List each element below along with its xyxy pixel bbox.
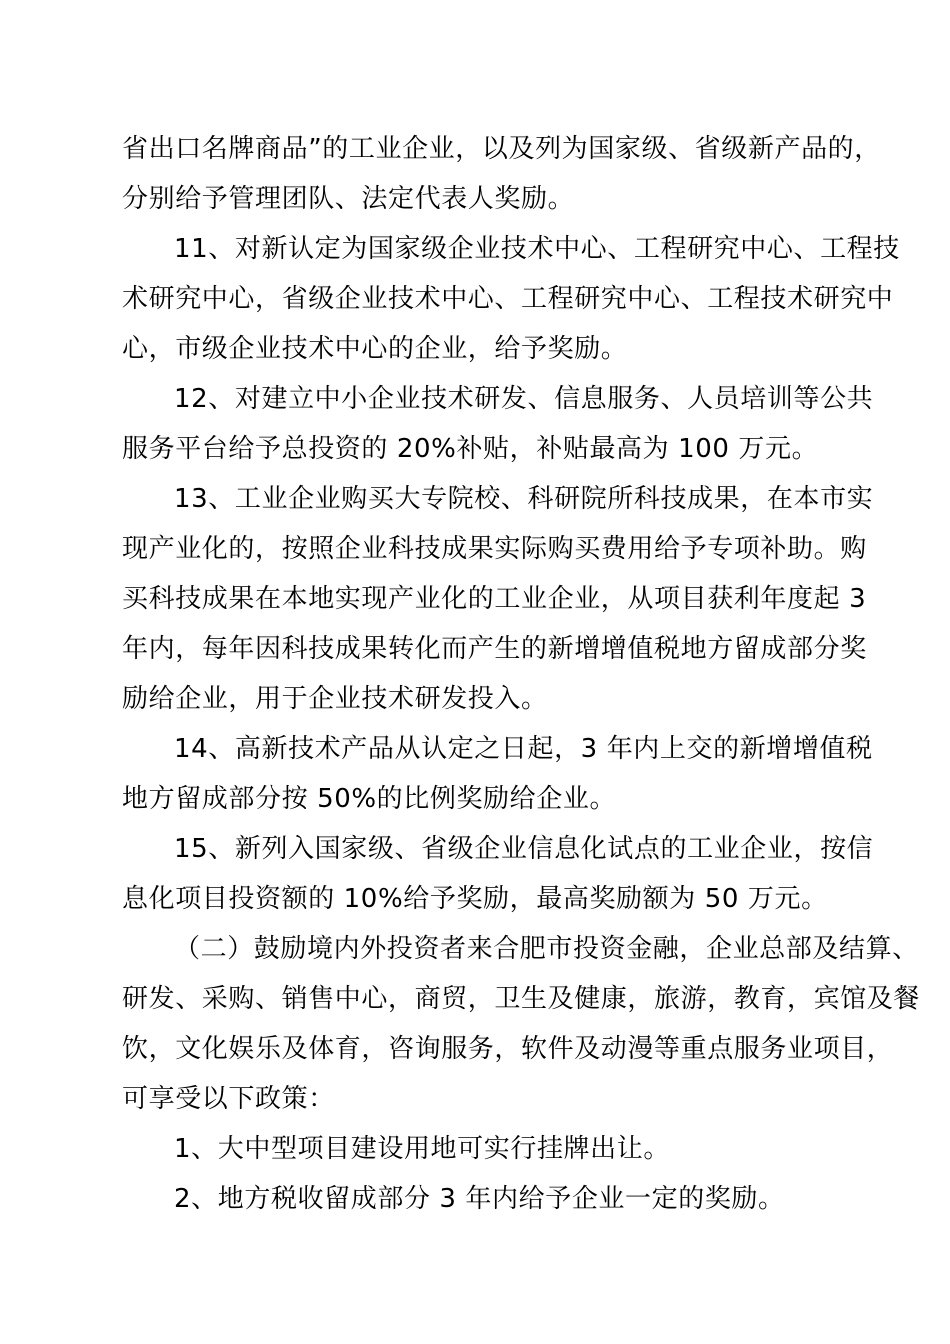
text-line: 14、高新技术产品从认定之日起，3 年内上交的新增增值税 xyxy=(174,734,873,764)
text-line: 现产业化的，按照企业科技成果实际购买费用给予专项补助。购 xyxy=(122,534,867,564)
text-line: 研发、采购、销售中心，商贸，卫生及健康，旅游，教育，宾馆及餐 xyxy=(122,984,921,1014)
text-line: 励给企业，用于企业技术研发投入。 xyxy=(122,684,548,714)
text-line: 13、工业企业购买大专院校、科研院所科技成果，在本市实 xyxy=(174,484,874,514)
text-line: 2、地方税收留成部分 3 年内给予企业一定的奖励。 xyxy=(174,1184,785,1214)
text-line: 12、对建立中小企业技术研发、信息服务、人员培训等公共 xyxy=(174,384,874,414)
text-line: 15、新列入国家级、省级企业信息化试点的工业企业，按信 xyxy=(174,834,874,864)
text-line: 分别给予管理团队、法定代表人奖励。 xyxy=(122,184,575,214)
text-line: 1、大中型项目建设用地可实行挂牌出让。 xyxy=(174,1134,670,1164)
text-line: 买科技成果在本地实现产业化的工业企业，从项目获利年度起 3 xyxy=(122,584,867,614)
text-line: （二）鼓励境内外投资者来合肥市投资金融，企业总部及结算、 xyxy=(174,934,919,964)
text-line: 息化项目投资额的 10%给予奖励，最高奖励额为 50 万元。 xyxy=(122,884,828,914)
text-line: 11、对新认定为国家级企业技术中心、工程研究中心、工程技 xyxy=(174,234,900,264)
text-line: 地方留成部分按 50%的比例奖励给企业。 xyxy=(122,784,617,814)
text-line: 年内，每年因科技成果转化而产生的新增增值税地方留成部分奖 xyxy=(122,634,867,664)
text-line: 省出口名牌商品”的工业企业，以及列为国家级、省级新产品的， xyxy=(122,134,881,164)
text-line: 饮，文化娱乐及体育，咨询服务，软件及动漫等重点服务业项目， xyxy=(122,1034,894,1064)
text-line: 服务平台给予总投资的 20%补贴，补贴最高为 100 万元。 xyxy=(122,434,819,464)
text-line: 心，市级企业技术中心的企业，给予奖励。 xyxy=(122,334,628,364)
text-line: 术研究中心，省级企业技术中心、工程研究中心、工程技术研究中 xyxy=(122,284,894,314)
text-line: 可享受以下政策： xyxy=(122,1084,335,1114)
